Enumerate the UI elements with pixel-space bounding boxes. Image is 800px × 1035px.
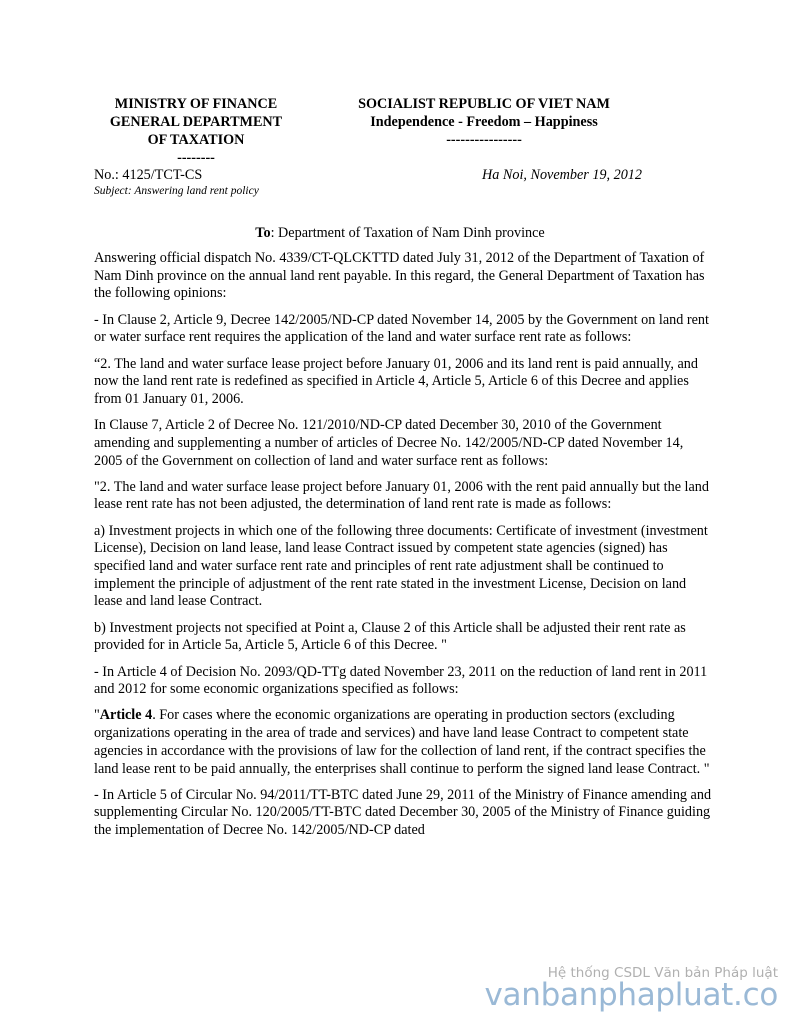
document-body [94, 250, 712, 848]
issuer-department: GENERAL DEPARTMENT [109, 114, 283, 130]
document-subject: Subject: Answering land rent policy [94, 185, 259, 197]
recipient-name: : Department of Taxation of Nam Dinh province [270, 225, 545, 241]
document-date: Ha Noi, November 19, 2012 [482, 167, 642, 183]
paragraph: a) Investment projects in which one of the following three documents: Certificate of investment (investment License), Decision on land lease, land lease Contract issued by competent state agencies (signed) has specified land and water surface rent rate and principles of rent rate adjustment shall be continued to implement the principle of adjustment of the rent rate stated in the investment License, Decision on land lease and land lease Contract. [94, 522, 708, 610]
quote-open: " [94, 707, 100, 724]
issuer-divider: -------- [177, 150, 215, 166]
watermark-url: vanbanphapluat.co [484, 977, 778, 1013]
paragraph: In Clause 7, Article 2 of Decree No. 121/2010/ND-CP dated December 30, 2010 of the Government amending and supplementing a number of articles of Decree No. 142/2005/ND-CP dated November 14, 2005 of the Government on collection of land and water surface rent as follows: [94, 417, 684, 469]
document-number: No.: 4125/TCT-CS [94, 167, 203, 183]
country-name: SOCIALIST REPUBLIC OF VIET NAM [358, 96, 610, 112]
issuer-department-cont: OF TAXATION [147, 132, 245, 148]
paragraph: Answering official dispatch No. 4339/CT-QLCKTTD dated July 31, 2012 of the Department of Taxation of Nam Dinh province on the annual land rent payable. In this regard, the General Department of Taxation has the following opinions: [94, 250, 705, 302]
paragraph: - In Article 4 of Decision No. 2093/QD-TTg dated November 23, 2011 on the reduction of land rent in 2011 and 2012 for some economic organizations specified as follows: [94, 663, 708, 698]
watermark-caption: Hệ thống CSDL Văn bản Pháp luật [547, 965, 778, 981]
article-4-quote [94, 707, 712, 778]
paragraph: b) Investment projects not specified at Point a, Clause 2 of this Article shall be adjusted their rent rate as provided for in Article 5a, Article 5, Article 6 of this Decree. " [94, 619, 686, 654]
issuer-header [80, 95, 312, 167]
issuer-ministry: MINISTRY OF FINANCE [114, 96, 278, 112]
paragraph: “2. The land and water surface lease project before January 01, 2006 and its land rent is paid annually, and now the land rent rate is redefined as specified in Article 4, Article 5, Article 6 of this Decree and applies from 01 January 01, 2006. [94, 355, 698, 407]
national-divider: ---------------- [446, 132, 522, 148]
paragraph: - In Clause 2, Article 9, Decree 142/2005/ND-CP dated November 14, 2005 by the Government on land rent or water surface rent requires the application of the land and water surface rent rate as follows: [94, 311, 709, 346]
article-4-label: Article 4 [99, 707, 153, 724]
recipient-label: To [255, 225, 271, 241]
recipient-line [0, 224, 800, 242]
paragraph: "2. The land and water surface lease project before January 01, 2006 with the rent paid annually but the land lease rent rate has not been adjusted, the determination of land rent rate is made as follows: [94, 478, 709, 513]
article-4-text: . For cases where the economic organizations are operating in production sectors (excluding organizations operating in the area of trade and services) and have land lease Contract to competent state agencies in accordance with the provisions of law for the collection of land rent, if the contract specifies the land lease rent to be paid annually, the enterprises shall continue to perform the signed land lease Contract. " [94, 707, 710, 777]
national-header [326, 95, 642, 149]
national-motto: Independence - Freedom – Happiness [370, 114, 598, 130]
paragraph: - In Article 5 of Circular No. 94/2011/TT-BTC dated June 29, 2011 of the Ministry of Finance amending and supplementing Circular No. 120/2005/TT-BTC dated December 30, 2005 of the Ministry of Finance guiding the implementation of Decree No. 142/2005/ND-CP dated [94, 786, 712, 839]
